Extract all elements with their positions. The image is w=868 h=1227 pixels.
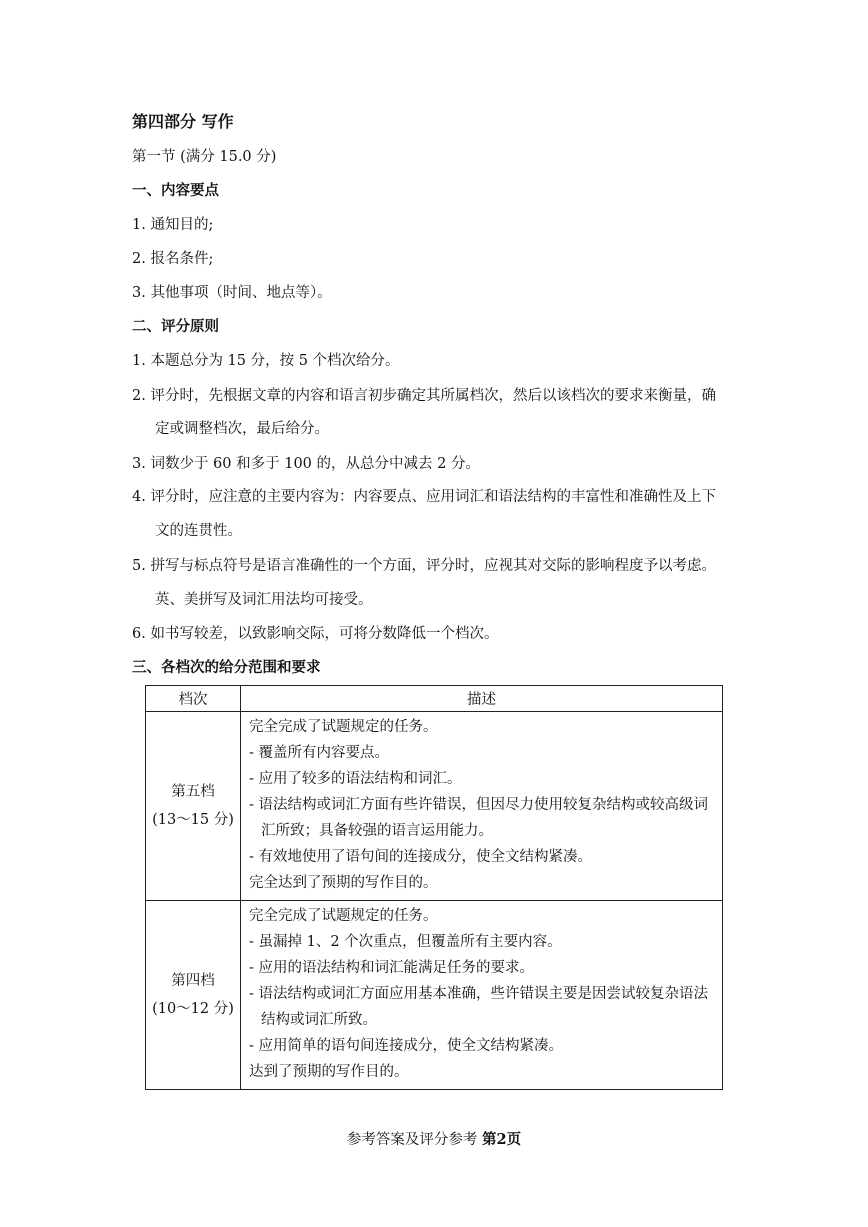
description-bullet: - 语法结构或词汇方面有些许错误，但因尽力使用较复杂结构或较高级词汇所致；具备较强的语言运用能力。 (249, 797, 709, 839)
level-range: (10～12 分) (152, 1001, 234, 1017)
content-point-item: 3. 其他事项（时间、地点等）。 (132, 285, 332, 301)
description-line: 完全完成了试题规定的任务。 (249, 719, 438, 735)
principle-item-continuation: 英、美拼写及词汇用法均可接受。 (155, 592, 373, 608)
description-bullet: - 应用简单的语句间连接成分，使全文结构紧凑。 (249, 1038, 564, 1054)
table-header-row (146, 686, 723, 712)
subsection-title: 第一节 (满分 15.0 分) (132, 149, 277, 165)
description-cell (241, 712, 723, 901)
table-row (146, 901, 723, 1090)
level-name: 第四档 (171, 973, 215, 989)
principle-item: 6. 如书写较差，以致影响交际，可将分数降低一个档次。 (132, 626, 499, 642)
levels-heading: 三、各档次的给分范围和要求 (132, 659, 321, 676)
description-bullet: - 应用了较多的语法结构和词汇。 (249, 771, 462, 787)
level-cell (146, 712, 241, 901)
content-points-heading: 一、内容要点 (132, 182, 219, 199)
principle-item-continuation: 定或调整档次，最后给分。 (155, 421, 329, 437)
level-name: 第五档 (171, 784, 215, 800)
principle-item: 2. 评分时，先根据文章的内容和语言初步确定其所属档次，然后以该档次的要求来衡量，确 (132, 388, 716, 404)
footer-text: 参考答案及评分参考 (346, 1132, 482, 1148)
principle-item-continuation: 文的连贯性。 (155, 523, 242, 539)
description-bullet: - 有效地使用了语句间的连接成分，使全文结构紧凑。 (249, 849, 593, 865)
level-cell (146, 901, 241, 1090)
footer-page-number: 第2页 (482, 1131, 522, 1148)
description-cell (241, 901, 723, 1090)
principle-item: 5. 拼写与标点符号是语言准确性的一个方面，评分时，应视其对交际的影响程度予以考虑。 (132, 558, 716, 574)
description-line: 完全完成了试题规定的任务。 (249, 908, 438, 924)
description-bullet: - 语法结构或词汇方面应用基本准确，些许错误主要是因尝试较复杂语法结构或词汇所致。 (249, 986, 709, 1028)
section-title: 第四部分 写作 (132, 112, 234, 131)
description-line: 达到了预期的写作目的。 (249, 1064, 409, 1080)
description-bullet: - 应用的语法结构和词汇能满足任务的要求。 (249, 960, 535, 976)
principle-item: 3. 词数少于 60 和多于 100 的，从总分中减去 2 分。 (132, 456, 480, 472)
description-bullet: - 虽漏掉 1、2 个次重点，但覆盖所有主要内容。 (249, 934, 562, 950)
description-line: 完全达到了预期的写作目的。 (249, 875, 438, 891)
content-point-item: 2. 报名条件; (132, 251, 214, 267)
page-footer (0, 1128, 868, 1149)
description-bullet: - 覆盖所有内容要点。 (249, 745, 390, 761)
principle-item: 4. 评分时，应注意的主要内容为：内容要点、应用词汇和语法结构的丰富性和准确性及上下 (132, 489, 716, 505)
level-range: (13～15 分) (152, 812, 234, 828)
grading-table (145, 685, 723, 1090)
table-row (146, 712, 723, 901)
column-header-level: 档次 (146, 686, 241, 712)
column-header-description: 描述 (241, 686, 723, 712)
principles-heading: 二、评分原则 (132, 318, 219, 335)
principle-item: 1. 本题总分为 15 分，按 5 个档次给分。 (132, 353, 400, 369)
content-point-item: 1. 通知目的; (132, 217, 214, 233)
